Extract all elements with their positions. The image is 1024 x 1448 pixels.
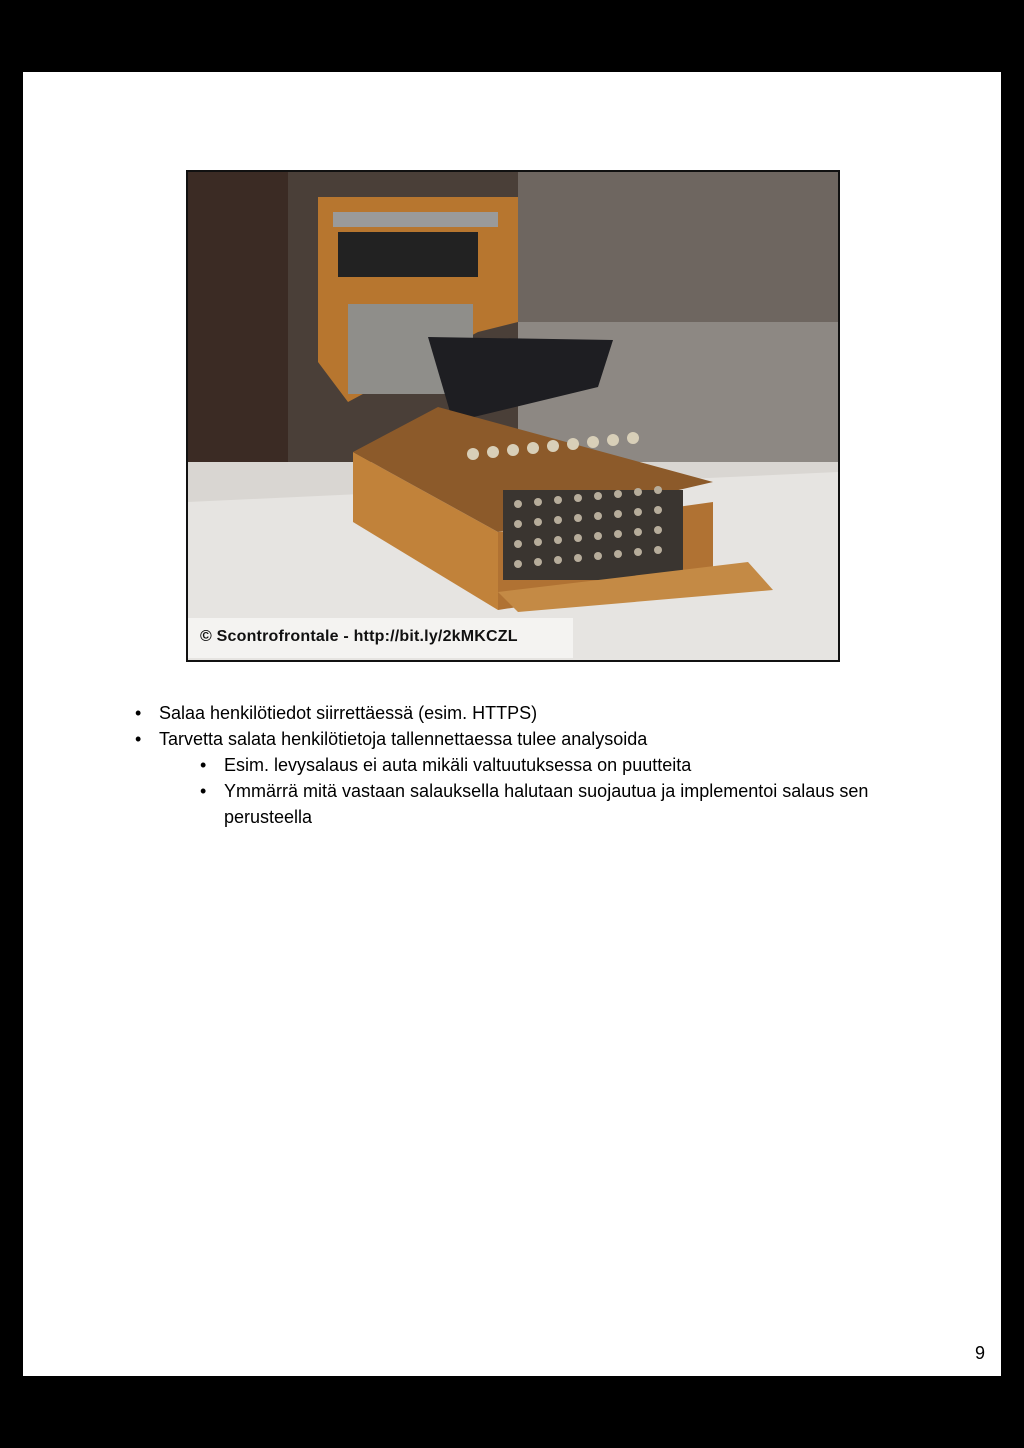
- list-item: • Salaa henkilötiedot siirrettäessä (esim. HTTPS): [133, 700, 893, 726]
- bullet-list: [133, 700, 893, 830]
- document-page: [23, 72, 1001, 1376]
- page-number: 9: [974, 1343, 985, 1363]
- list-item: • Esim. levysalaus ei auta mikäli valtuutuksessa on puutteita: [198, 752, 893, 778]
- sub-bullet-list: [198, 752, 893, 830]
- enigma-machine-illustration: [188, 172, 838, 660]
- enigma-machine-photo: [186, 170, 840, 662]
- photo-credit: © Scontrofrontale - http://bit.ly/2kMKCZL: [200, 628, 518, 645]
- list-item: • Tarvetta salata henkilötietoja tallennettaessa tulee analysoida: [133, 726, 893, 752]
- list-item: • Ymmärrä mitä vastaan salauksella halutaan suojautua ja implementoi salaus sen perusteella: [198, 778, 893, 830]
